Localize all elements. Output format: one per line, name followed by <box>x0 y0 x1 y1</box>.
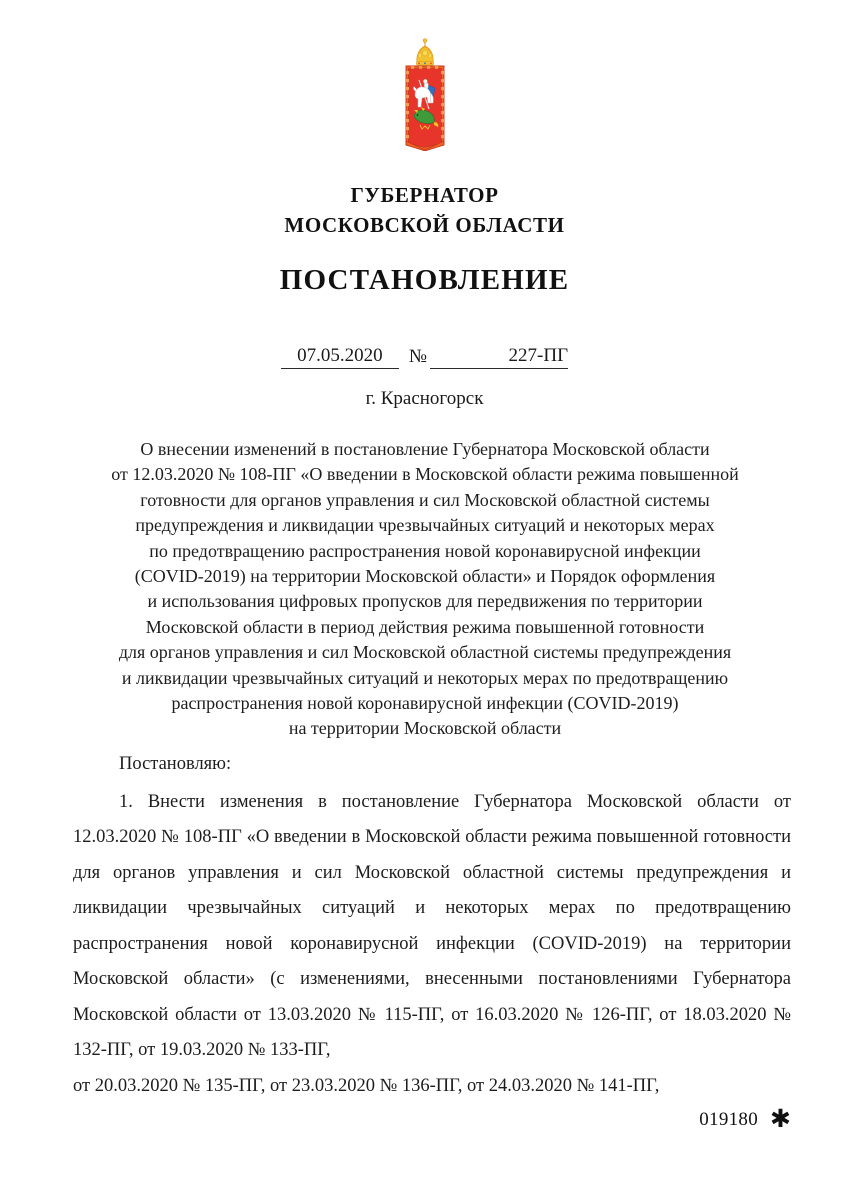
document-subject-title <box>78 437 772 742</box>
number-sign: № <box>408 346 428 367</box>
document-registry-code: 019180 <box>699 1109 759 1130</box>
body-paragraph-1 <box>73 785 791 1069</box>
title-line: О внесении изменений в постановление Губернатора Московской области <box>140 439 710 459</box>
asterisk-mark-icon: ✱ <box>770 1104 791 1133</box>
date-number-line <box>0 345 849 369</box>
authority-line-region: МОСКОВСКОЙ ОБЛАСТИ <box>284 213 565 237</box>
title-line: и использования цифровых пропусков для передвижения по территории <box>147 591 703 612</box>
paragraph-1-text: 1. Внести изменения в постановление Губернатора Московской области от 12.03.2020 № 108-ПГ «О введении в Московской области режима повышенной готовности для органов управления и сил Московской областной системы предупреждения и ликвидации чрезвычайных ситуаций и некоторых мерах по предотвращению распространения новой коронавирусной инфекции (COVID-2019) на территории Московской области» (с изменениями, внесенными постановлениями Губернатора Московской области от 13.03.2020 № 115-ПГ, от 16.03.2020 № 126-ПГ, от 18.03.2020 № 132-ПГ, от 19.03.2020 № 133-ПГ, <box>73 791 791 1060</box>
title-line: (COVID-2019) на территории Московской области» и Порядок оформления <box>134 566 716 587</box>
coat-of-arms-moscow-oblast-icon <box>395 33 455 151</box>
authority-line-governor: ГУБЕРНАТОР <box>350 183 499 207</box>
title-line: Московской области в период действия режима повышенной готовности <box>145 616 705 637</box>
document-date: 07.05.2020 <box>281 345 399 369</box>
authority-heading <box>0 180 849 240</box>
title-line: предупреждения и ликвидации чрезвычайных ситуаций и некоторых мерах <box>135 515 715 536</box>
document-number: 227-ПГ <box>430 345 568 369</box>
paragraph-1-last-line: от 20.03.2020 № 135-ПГ, от 23.03.2020 № 136-ПГ, от 24.03.2020 № 141-ПГ, <box>73 1075 660 1096</box>
title-line: распространения новой коронавирусной инфекции (COVID-2019) <box>171 693 679 714</box>
body-paragraph-1-continuation <box>73 1069 791 1105</box>
document-type-title: ПОСТАНОВЛЕНИЕ <box>279 264 570 296</box>
emblem-container <box>0 33 849 151</box>
title-line: от 12.03.2020 № 108-ПГ «О введении в Московской области режима повышенной <box>111 464 739 485</box>
title-line: и ликвидации чрезвычайных ситуаций и некоторых мерах по предотвращению <box>121 667 729 688</box>
title-line: на территории Московской области <box>288 718 562 739</box>
title-line: для органов управления и сил Московской областной системы предупреждения <box>118 642 732 663</box>
document-city: г. Красногорск <box>365 388 484 409</box>
title-line: по предотвращению распространения новой коронавирусной инфекции <box>149 540 701 561</box>
page-footer <box>0 1106 849 1131</box>
document-body <box>73 747 791 1104</box>
title-line: готовности для органов управления и сил Московской областной системы <box>140 489 710 510</box>
body-intro: Постановляю: <box>119 754 232 774</box>
